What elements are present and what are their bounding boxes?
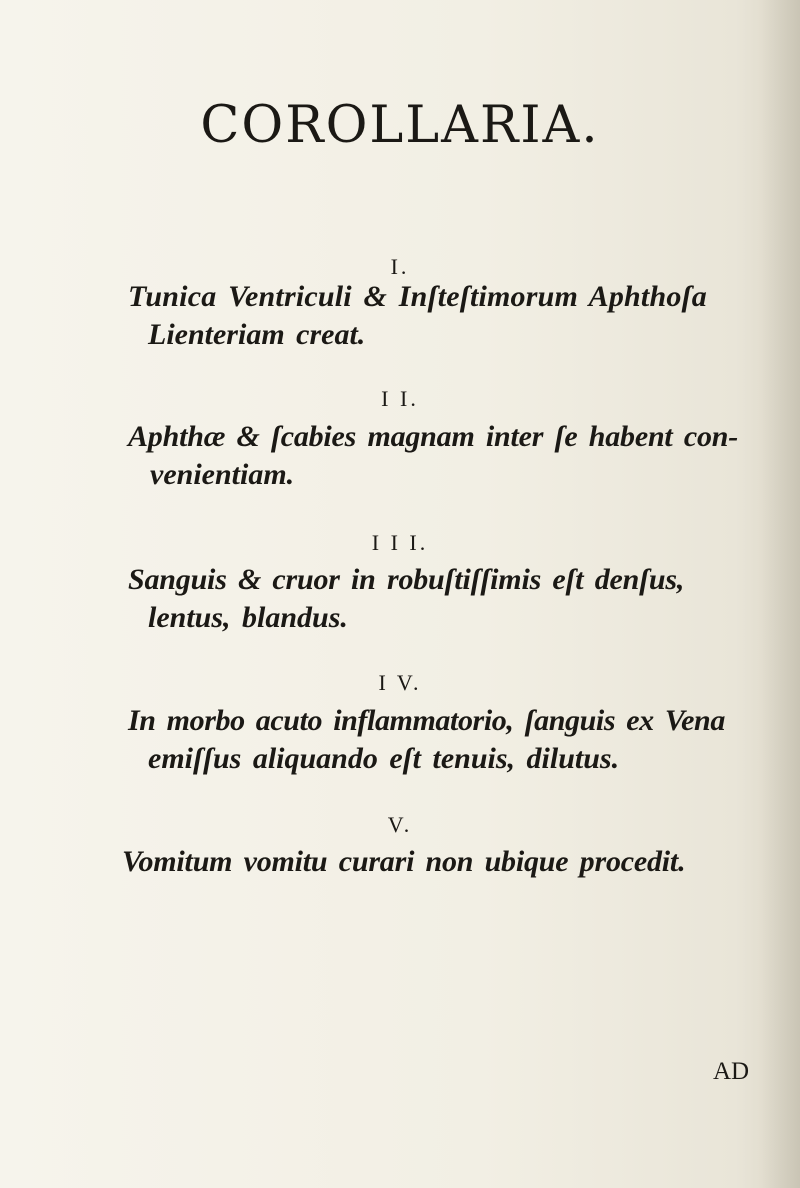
corollary-5-numeral: V. <box>387 812 413 837</box>
corollary-2-line-2: venientiam. <box>150 458 295 491</box>
corollary-4-line-1: In morbo acuto inflammatorio, ſanguis ex Vena <box>128 704 725 737</box>
corollary-3-numeral: I I I. <box>371 530 429 555</box>
corollary-3-line-1: Sanguis & cruor in robuſtiſſimis eſt denſus, <box>128 563 685 596</box>
corollary-2-numeral: I I. <box>381 386 419 411</box>
corollary-4-line-2: emiſſus aliquando eſt tenuis, dilutus. <box>148 742 620 775</box>
corollary-4-numeral: I V. <box>378 670 422 695</box>
corollary-1-numeral: I. <box>390 254 410 279</box>
page-title: COROLLARIA. <box>200 96 600 155</box>
corollary-2-line-1: Aphthæ & ſcabies magnam inter ſe habent con- <box>128 420 739 453</box>
corollary-1-line-1: Tunica Ventriculi & Inſteſtimorum Aphthoſa <box>128 280 707 313</box>
corollary-5-line-1: Vomitum vomitu curari non ubique procedit. <box>122 845 686 878</box>
corollary-3-line-2: lentus, blandus. <box>148 601 348 634</box>
corollary-1-line-2: Lienteriam creat. <box>148 318 366 351</box>
catchword: AD <box>713 1058 750 1085</box>
